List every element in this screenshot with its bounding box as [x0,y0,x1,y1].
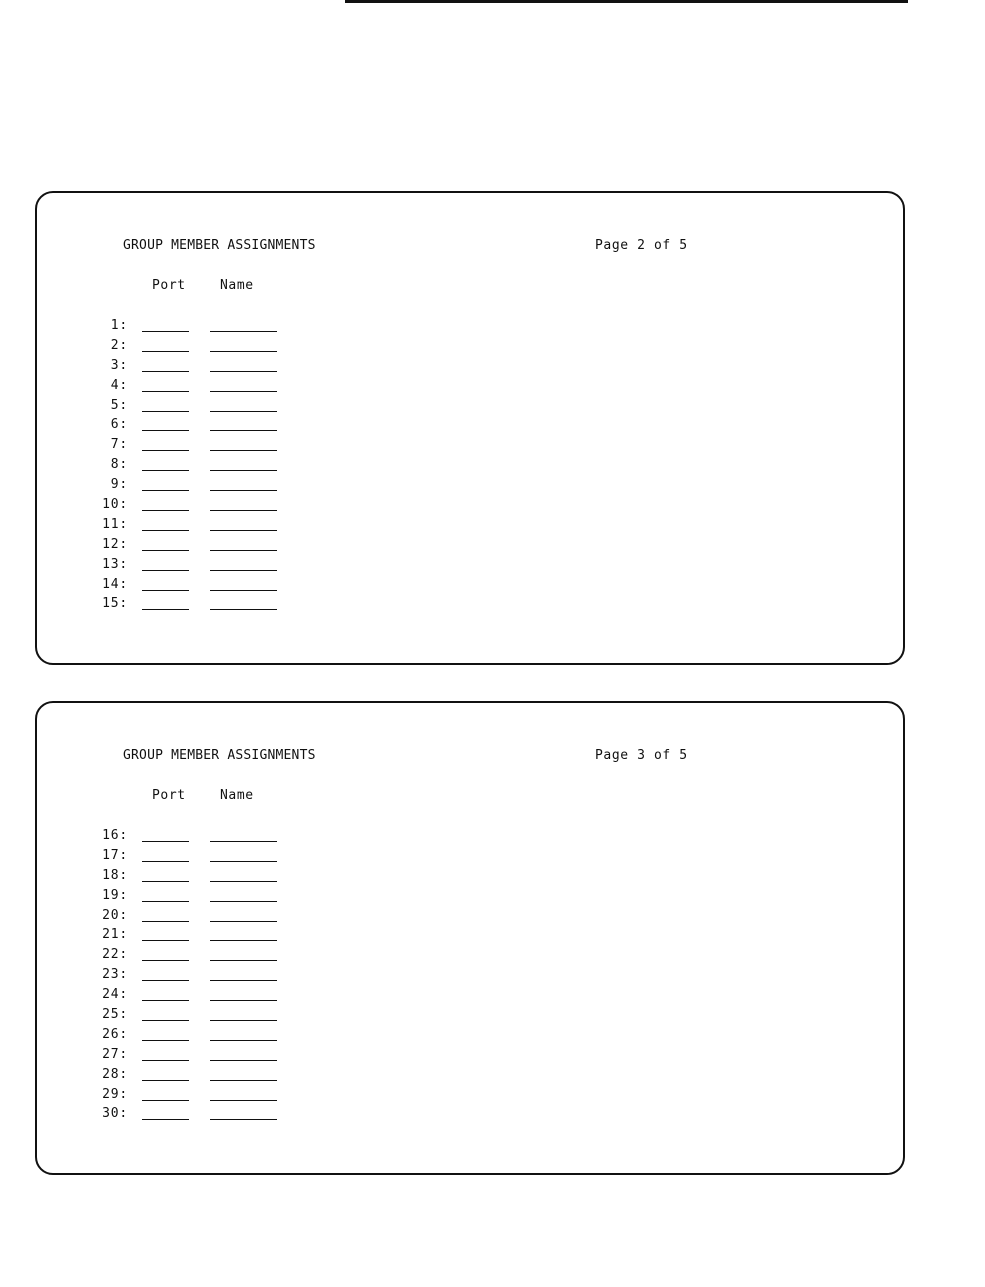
port-input-field[interactable] [142,940,189,941]
member-row [37,1086,903,1106]
name-input-field[interactable] [210,570,277,571]
name-input-field[interactable] [210,1119,277,1120]
row-number-label: 15: [102,596,128,612]
name-input-field[interactable] [210,960,277,961]
row-number-label: 21: [102,927,128,943]
member-row [37,496,903,516]
member-row [37,1066,903,1086]
port-input-field[interactable] [142,921,189,922]
port-input-field[interactable] [142,1100,189,1101]
row-number-label: 20: [102,907,128,923]
member-row [37,1026,903,1046]
member-row [37,576,903,596]
name-input-field[interactable] [210,430,277,431]
port-input-field[interactable] [142,841,189,842]
row-number-label: 12: [102,536,128,552]
row-number-label: 24: [102,987,128,1003]
member-row [37,966,903,986]
member-row [37,476,903,496]
port-input-field[interactable] [142,1080,189,1081]
top-rule [345,0,908,3]
name-input-field[interactable] [210,940,277,941]
row-number-label: 17: [102,847,128,863]
name-column-header: Name [220,278,254,293]
member-row [37,946,903,966]
port-input-field[interactable] [142,570,189,571]
port-input-field[interactable] [142,351,189,352]
member-row [37,337,903,357]
name-input-field[interactable] [210,1000,277,1001]
name-input-field[interactable] [210,881,277,882]
row-number-label: 6: [110,417,128,433]
member-row [37,536,903,556]
row-number-label: 5: [110,397,128,413]
name-input-field[interactable] [210,609,277,610]
port-column-header: Port [152,788,186,803]
row-number-label: 29: [102,1086,128,1102]
name-input-field[interactable] [210,901,277,902]
member-row [37,357,903,377]
row-number-label: 2: [110,337,128,353]
row-number-label: 11: [102,516,128,532]
row-number-label: 4: [110,377,128,393]
member-row [37,1006,903,1026]
row-number-label: 8: [110,457,128,473]
name-input-field[interactable] [210,530,277,531]
row-number-label: 7: [110,437,128,453]
row-number-label: 9: [110,477,128,493]
port-input-field[interactable] [142,450,189,451]
member-rows [37,317,903,615]
port-input-field[interactable] [142,371,189,372]
port-input-field[interactable] [142,530,189,531]
name-input-field[interactable] [210,1100,277,1101]
member-row [37,377,903,397]
port-input-field[interactable] [142,960,189,961]
row-number-label: 27: [102,1046,128,1062]
member-row [37,317,903,337]
row-number-label: 19: [102,887,128,903]
name-input-field[interactable] [210,450,277,451]
name-input-field[interactable] [210,841,277,842]
row-number-label: 22: [102,947,128,963]
member-row [37,926,903,946]
member-row [37,1105,903,1125]
port-input-field[interactable] [142,1020,189,1021]
port-column-header: Port [152,278,186,293]
member-row [37,456,903,476]
port-input-field[interactable] [142,1000,189,1001]
port-input-field[interactable] [142,1060,189,1061]
port-input-field[interactable] [142,980,189,981]
member-row [37,595,903,615]
row-number-label: 16: [102,828,128,843]
row-number-label: 10: [102,497,128,513]
row-number-label: 25: [102,1007,128,1023]
page-indicator: Page 3 of 5 [595,748,688,763]
port-input-field[interactable] [142,550,189,551]
member-row [37,827,903,847]
screen-title: GROUP MEMBER ASSIGNMENTS [123,238,316,253]
port-input-field[interactable] [142,881,189,882]
port-input-field[interactable] [142,430,189,431]
name-input-field[interactable] [210,411,277,412]
member-row [37,1046,903,1066]
row-number-label: 23: [102,967,128,983]
member-row [37,887,903,907]
port-input-field[interactable] [142,609,189,610]
terminal-screen-page-2 [35,191,905,665]
port-input-field[interactable] [142,1119,189,1120]
row-number-label: 28: [102,1066,128,1082]
port-input-field[interactable] [142,331,189,332]
member-row [37,556,903,576]
name-input-field[interactable] [210,1040,277,1041]
member-row [37,436,903,456]
port-input-field[interactable] [142,901,189,902]
row-number-label: 13: [102,556,128,572]
name-input-field[interactable] [210,590,277,591]
row-number-label: 3: [110,357,128,373]
member-row [37,907,903,927]
port-input-field[interactable] [142,391,189,392]
screen-title: GROUP MEMBER ASSIGNMENTS [123,748,316,763]
row-number-label: 30: [102,1106,128,1122]
port-input-field[interactable] [142,590,189,591]
name-input-field[interactable] [210,550,277,551]
name-input-field[interactable] [210,1060,277,1061]
port-input-field[interactable] [142,861,189,862]
port-input-field[interactable] [142,510,189,511]
name-column-header: Name [220,788,254,803]
name-input-field[interactable] [210,391,277,392]
member-row [37,867,903,887]
terminal-screen-page-3 [35,701,905,1175]
member-row [37,397,903,417]
port-input-field[interactable] [142,490,189,491]
member-row [37,847,903,867]
port-input-field[interactable] [142,470,189,471]
name-input-field[interactable] [210,1080,277,1081]
port-input-field[interactable] [142,1040,189,1041]
name-input-field[interactable] [210,490,277,491]
name-input-field[interactable] [210,980,277,981]
name-input-field[interactable] [210,510,277,511]
name-input-field[interactable] [210,351,277,352]
row-number-label: 26: [102,1026,128,1042]
name-input-field[interactable] [210,470,277,471]
member-rows [37,827,903,1125]
member-row [37,986,903,1006]
name-input-field[interactable] [210,861,277,862]
row-number-label: 18: [102,867,128,883]
member-row [37,516,903,536]
page-indicator: Page 2 of 5 [595,238,688,253]
port-input-field[interactable] [142,411,189,412]
name-input-field[interactable] [210,921,277,922]
member-row [37,416,903,436]
row-number-label: 14: [102,576,128,592]
row-number-label: 1: [110,318,128,333]
name-input-field[interactable] [210,371,277,372]
name-input-field[interactable] [210,1020,277,1021]
name-input-field[interactable] [210,331,277,332]
